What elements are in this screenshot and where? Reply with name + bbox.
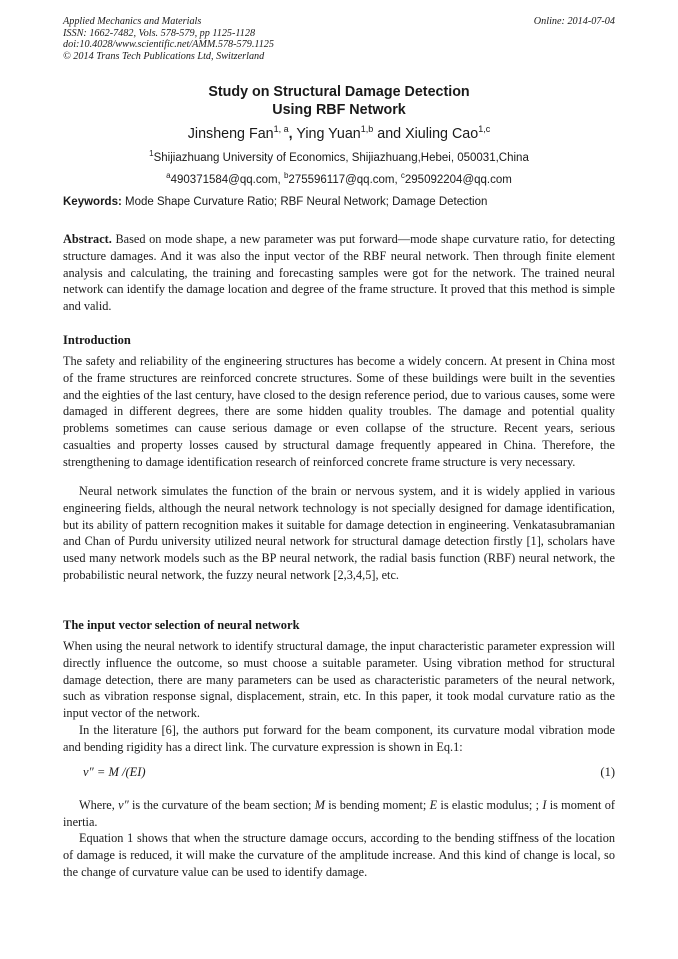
keywords-label: Keywords: [63,196,122,208]
abstract-paragraph [63,231,615,315]
copyright-line: © 2014 Trans Tech Publications Ltd, Switzerland [63,50,265,62]
affiliation-text: Shijiazhuang University of Economics, Shijiazhuang,Hebei, 050031,China [153,152,529,164]
affiliation-marker: 1 [149,149,154,158]
abstract-text: Based on mode shape, a new parameter was put forward—mode shape curvature ratio, for detecting structure damages. And it was also the input vector of the RBF neural network. Then through finite element analysis and calculating, the training and forecasting samples were got for the network. The trained neural network can identify the damage location and degree of the frame structure. It proved that this method is simple and valid. [63,232,615,314]
text-run: is elastic modulus; ; [437,798,543,812]
math-symbol: E [429,798,438,812]
math-symbol: I [542,798,547,812]
email-address: 275596117@qq.com, [288,174,401,186]
email-marker: b [283,171,289,180]
author-superscript: 1,c [478,124,491,134]
math-symbol: M [314,798,325,812]
title-line-2: Using RBF Network [272,102,406,118]
online-date: Online: 2014-07-04 [533,16,615,27]
abstract-label: Abstract. [63,232,112,246]
email-marker: c [400,171,405,180]
body-paragraph [63,797,615,831]
text-run: is moment of inertia. [63,798,615,829]
running-head [63,16,615,62]
email-marker: a [166,171,171,180]
email-address: 295092204@qq.com [404,174,512,186]
journal-name: Applied Mechanics and Materials [63,16,202,27]
section-heading-input-vector: The input vector selection of neural network [63,618,300,632]
section-heading-introduction: Introduction [63,333,131,347]
issn-line: ISSN: 1662-7482, Vols. 578-579, pp 1125-1128 [63,27,256,39]
author-separator: , [288,126,293,142]
author-separator: and [373,126,406,142]
author-emails [63,172,615,188]
text-run: is bending moment; [324,798,430,812]
author-superscript: 1, a [273,124,289,134]
title-line-1: Study on Structural Damage Detection [208,84,470,100]
body-paragraph: Equation 1 shows that when the structure damage occurs, according to the bending stiffness of the location of damage is reduced, it will make the curvature of the amplitude increase. And this kind of change is local, so the change of curvature value can be used to identify damage. [63,831,615,879]
author-name: Ying Yuan [292,126,361,142]
author-name: Xiuling Cao [405,126,479,142]
author-name: Jinsheng Fan [187,126,274,142]
equation-1 [63,765,615,783]
body-paragraph: Neural network simulates the function of the brain or nervous system, and it is widely applied in various engineering fields, although the neural network technology is not specially designed for damage identification, but its ability of pattern recognition makes it suitable for damage detection in engineering. Venkatasubramanian and Chan of Purdu university utilized neural network for structural damage detection firstly [1], scholars have used many network models such as the BP neural network, the radial basis function (RBF) neural network, the probabilistic neural network, the fuzzy neural network [2,3,4,5], etc. [63,484,615,582]
text-run: is the curvature of the beam section; [128,798,315,812]
equation-number: (1) [600,765,615,779]
text-run: Where, [79,798,119,812]
equation-expression: v″ = M /(EI) [83,765,146,779]
body-paragraph: In the literature [6], the authors put forward for the beam component, its curvature modal vibration mode and bending rigidity has a direct link. The curvature expression is shown in Eq.1: [63,723,615,754]
email-address: 490371584@qq.com, [170,174,284,186]
body-paragraph: When using the neural network to identify structural damage, the input characteristic parameter expression will directly influence the outcome, so must choose a suitable parameter. Using vibration method for structural damage detection, there are many parameters can be used as characteristic parameters of the neural network, such as vibration response signal, displacement, strain, etc. In this paper, it took modal curvature ratio as the input vector of the network. [63,639,615,721]
keywords [63,194,623,210]
paper-title [63,83,615,119]
math-symbol: v″ [118,798,129,812]
keywords-text: Mode Shape Curvature Ratio; RBF Neural Network; Damage Detection [121,196,488,208]
body-paragraph: The safety and reliability of the engineering structures has become a widely concern. At present in China most of the frame structures are reinforced concrete structures. Some of these buildings were built in the seventies and the eighties of the last century, have closed to the design reference period, due to various causes, some were damaged in different degrees, there are some hidden quality troubles. The damage and potential quality problems sometimes can cause serious damage or even collapse of the structure. Recent years, serious casualties and property losses caused by structural damage frequently appeared in China. Therefore, the strengthening to damage identification research of reinforced concrete frame structure is very necessary. [63,354,615,469]
author-superscript: 1,b [360,124,374,134]
doi-line: doi:10.4028/www.scientific.net/AMM.578-579.1125 [63,39,274,50]
affiliation [63,150,615,166]
author-list [63,124,615,144]
